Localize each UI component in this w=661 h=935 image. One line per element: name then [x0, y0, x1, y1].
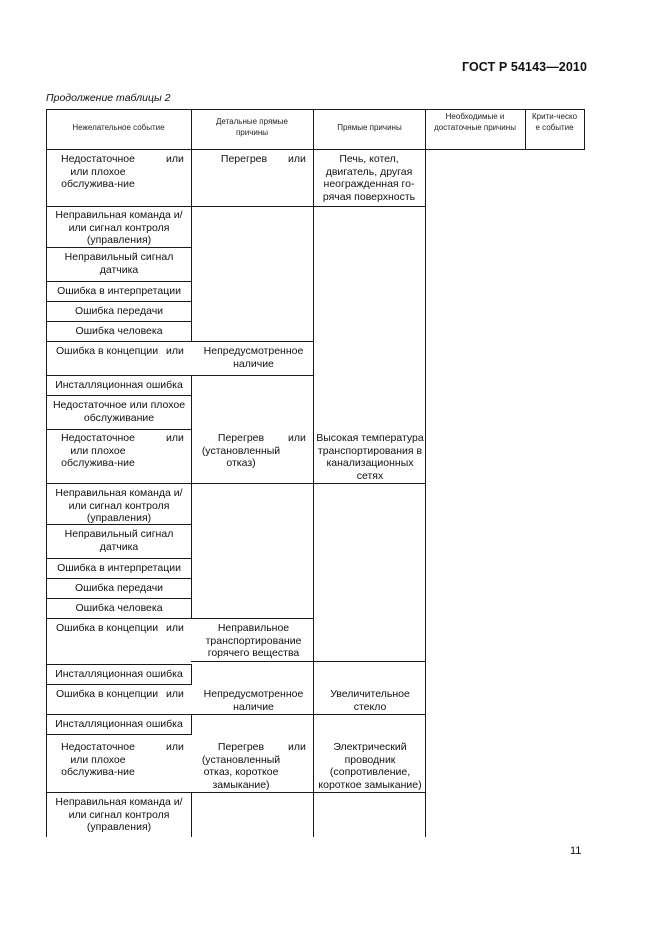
detailed-cause-cell: Неправильное транспортирование горячего вещества [205, 622, 302, 659]
direct-box-line [313, 714, 426, 715]
row-separator [46, 321, 192, 322]
detailed-cause-cell: Перегрев (установленный отказ) [201, 432, 281, 469]
row-separator [46, 281, 192, 282]
event-cell: Недостаточное или плохое обслужива-ние [61, 432, 135, 469]
or-connector: или [288, 153, 306, 165]
direct-box-line [313, 792, 426, 793]
detail-box-line [191, 661, 314, 662]
event-cell: Недостаточное или плохое обслужива-ние [61, 153, 135, 190]
row-separator [46, 558, 192, 559]
table-left-border [46, 109, 47, 837]
table-caption: Продолжение таблицы 2 [46, 92, 171, 104]
event-col-divider [191, 714, 192, 734]
column-divider-3 [425, 109, 426, 837]
event-cell: Ошибка в концепции [56, 688, 159, 700]
detail-box-line [191, 341, 314, 342]
row-separator [46, 598, 192, 599]
detailed-cause-cell: Непредусмотренное наличие [203, 345, 304, 370]
event-cell: Ошибка передачи [74, 582, 164, 594]
event-col-divider [191, 792, 192, 837]
detail-box-line [191, 618, 314, 619]
row-separator [46, 301, 192, 302]
or-connector: или [166, 153, 184, 165]
event-col-divider [191, 149, 192, 206]
detailed-cause-cell: Перегрев [220, 153, 268, 165]
row-separator [46, 684, 192, 685]
event-cell: Ошибка в концепции [56, 345, 159, 357]
or-connector: или [166, 622, 184, 634]
event-col-divider [191, 664, 192, 684]
detailed-cause-cell: Перегрев (установленный отказ, короткое замыкание) [201, 741, 281, 791]
table-right-border [584, 109, 585, 150]
direct-box-line [313, 206, 426, 207]
event-cell: Ошибка в концепции [56, 622, 159, 634]
event-cell: Недостаточное или плохое обслуживание [52, 399, 186, 424]
direct-box-line [313, 661, 426, 662]
table-top-border [46, 109, 584, 110]
or-connector: или [166, 432, 184, 444]
header-necessary-sufficient: Необходимые и достаточные причины [434, 112, 516, 132]
or-connector: или [288, 741, 306, 753]
event-cell: Неправильная команда и/или сигнал контроля (управления) [55, 209, 183, 246]
detail-box-line [191, 714, 314, 715]
detail-box-line [191, 792, 314, 793]
event-cell: Инсталляционная ошибка [55, 668, 183, 680]
or-connector: или [288, 432, 306, 444]
row-separator [46, 341, 192, 342]
detail-box-line [191, 483, 314, 484]
event-cell: Ошибка в интерпретации [57, 285, 181, 297]
or-connector: или [166, 688, 184, 700]
row-separator [46, 734, 192, 735]
detail-box-line [191, 375, 314, 376]
header-divider-4 [525, 109, 526, 150]
row-separator [46, 247, 192, 248]
detail-box-line [191, 206, 314, 207]
row-separator [46, 429, 192, 430]
column-divider-2 [313, 109, 314, 837]
header-divider-1 [191, 109, 192, 150]
event-cell: Ошибка в интерпретации [57, 562, 181, 574]
header-undesired-event: Нежелательное событие [72, 123, 165, 132]
row-separator [46, 792, 192, 793]
event-cell: Недостаточное или плохое обслужива-ние [61, 741, 135, 778]
event-cell: Неправильная команда и/или сигнал контроля (управления) [55, 796, 183, 833]
direct-cause-cell: Увеличительное стекло [330, 688, 410, 713]
detailed-cause-cell: Непредусмотренное наличие [203, 688, 304, 713]
event-cell: Ошибка человека [75, 325, 163, 337]
row-separator [46, 206, 192, 207]
header-critical-event: Крити-ческое событие [531, 112, 578, 132]
event-cell: Неправильный сигнал датчика [64, 528, 174, 553]
row-separator [46, 395, 192, 396]
row-separator [46, 664, 192, 665]
event-cell: Ошибка передачи [74, 305, 164, 317]
direct-box-line [313, 483, 426, 484]
table-header-border [46, 149, 584, 150]
event-cell: Неправильный сигнал датчика [64, 251, 174, 276]
header-detailed-causes: Детальные прямые причины [215, 117, 289, 137]
row-separator [46, 483, 192, 484]
direct-cause-cell: Высокая температура транспортирования в канализационных сетях [316, 432, 424, 482]
or-connector: или [166, 741, 184, 753]
row-separator [46, 578, 192, 579]
document-code: ГОСТ Р 54143—2010 [461, 60, 587, 74]
direct-cause-cell: Печь, котел, двигатель, другая неогражденная го-рячая поверхность [322, 153, 416, 203]
event-cell: Неправильная команда и/или сигнал контроля (управления) [55, 487, 183, 524]
event-cell: Инсталляционная ошибка [55, 379, 183, 391]
fault-table [46, 109, 584, 837]
row-separator [46, 375, 192, 376]
page-number: 11 [570, 845, 582, 857]
row-separator [46, 618, 192, 619]
direct-cause-cell: Электрический проводник (сопротивление, короткое замыкание) [318, 741, 422, 791]
row-separator [46, 714, 192, 715]
or-connector: или [166, 345, 184, 357]
event-cell: Инсталляционная ошибка [55, 718, 183, 730]
header-direct-causes: Прямые причины [337, 123, 402, 132]
event-cell: Ошибка человека [75, 602, 163, 614]
